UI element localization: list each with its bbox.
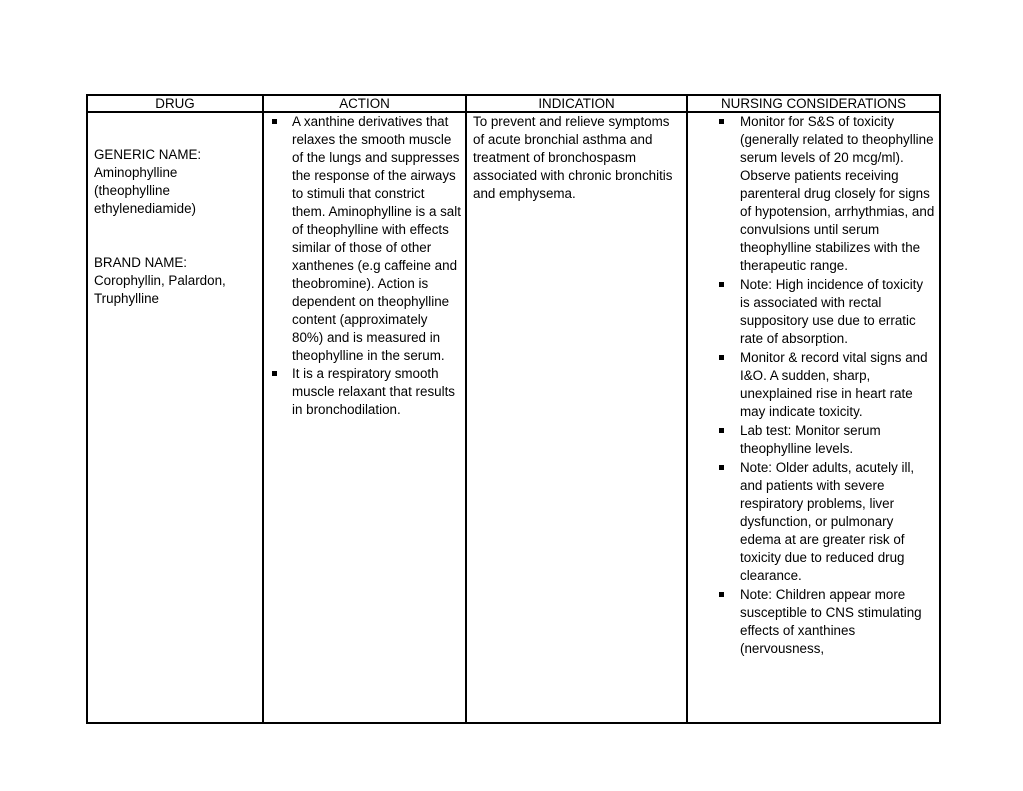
brand-name-line: Truphylline [94, 291, 159, 306]
square-bullet-icon [719, 119, 724, 124]
list-item [688, 113, 935, 275]
nursing-considerations-list [688, 113, 935, 658]
nursing-text: Monitor & record vital signs and I&O. A sudden, sharp, unexplained rise in heart rate may indicate toxicity. [740, 350, 928, 419]
list-item [688, 276, 935, 348]
square-bullet-icon [272, 371, 277, 376]
generic-name-line: ethylenediamide) [94, 201, 196, 216]
square-bullet-icon [719, 355, 724, 360]
nursing-text: Note: High incidence of toxicity is associated with rectal suppository use due to erratic rate of absorption. [740, 277, 924, 346]
list-item [688, 586, 935, 658]
generic-name-block [94, 146, 256, 218]
square-bullet-icon [719, 465, 724, 470]
generic-name-line: (theophylline [94, 183, 170, 198]
brand-name-line: Corophyllin, Palardon, [94, 273, 226, 288]
action-text: It is a respiratory smooth muscle relaxant that results in bronchodilation. [292, 366, 455, 417]
square-bullet-icon [719, 592, 724, 597]
drug-card-table [86, 94, 941, 724]
action-cell [263, 112, 466, 723]
brand-name-block [94, 254, 256, 308]
brand-name-label: BRAND NAME: [94, 255, 188, 270]
indication-text: To prevent and relieve symptoms of acute bronchial asthma and treatment of bronchospasm associated with chronic bronchitis and emphysema. [473, 114, 673, 201]
nursing-text: Note: Older adults, acutely ill, and patients with severe respiratory problems, liver dysfunction, or pulmonary edema at are greater risk of toxicity due to reduced drug clearance. [740, 460, 915, 583]
header-drug: DRUG [87, 95, 263, 112]
list-item [688, 459, 935, 585]
action-list [264, 113, 461, 419]
list-item [688, 349, 935, 421]
drug-cell [87, 112, 263, 723]
list-item [688, 422, 935, 458]
table-row [87, 112, 940, 723]
list-item [264, 365, 461, 419]
header-nursing-considerations: NURSING CONSIDERATIONS [687, 95, 940, 112]
table-header-row [87, 95, 940, 112]
nursing-text: Monitor for S&S of toxicity (generally related to theophylline serum levels of 20 mcg/ml). Observe patients receiving parenteral drug closely for signs of hypotension, arrhythmias, and convulsions until serum theophylline stabilizes with the therapeutic range. [740, 114, 935, 273]
generic-name-line: Aminophylline [94, 165, 178, 180]
nursing-considerations-cell [687, 112, 940, 723]
square-bullet-icon [272, 119, 277, 124]
list-item [264, 113, 461, 365]
square-bullet-icon [719, 282, 724, 287]
header-indication: INDICATION [466, 95, 687, 112]
square-bullet-icon [719, 428, 724, 433]
generic-name-label: GENERIC NAME: [94, 147, 202, 162]
header-action: ACTION [263, 95, 466, 112]
action-text: A xanthine derivatives that relaxes the smooth muscle of the lungs and suppresses the response of the airways to stimuli that constrict them. Aminophylline is a salt of theophylline with effects similar of those of other xanthenes (e.g caffeine and theobromine). Action is dependent on theophylline content (approximately 80%) and is measured in theophylline in the serum. [292, 114, 461, 363]
nursing-text: Note: Children appear more susceptible to CNS stimulating effects of xanthines (nervousness, [740, 587, 922, 656]
indication-cell [466, 112, 687, 723]
nursing-text: Lab test: Monitor serum theophylline levels. [740, 423, 881, 456]
